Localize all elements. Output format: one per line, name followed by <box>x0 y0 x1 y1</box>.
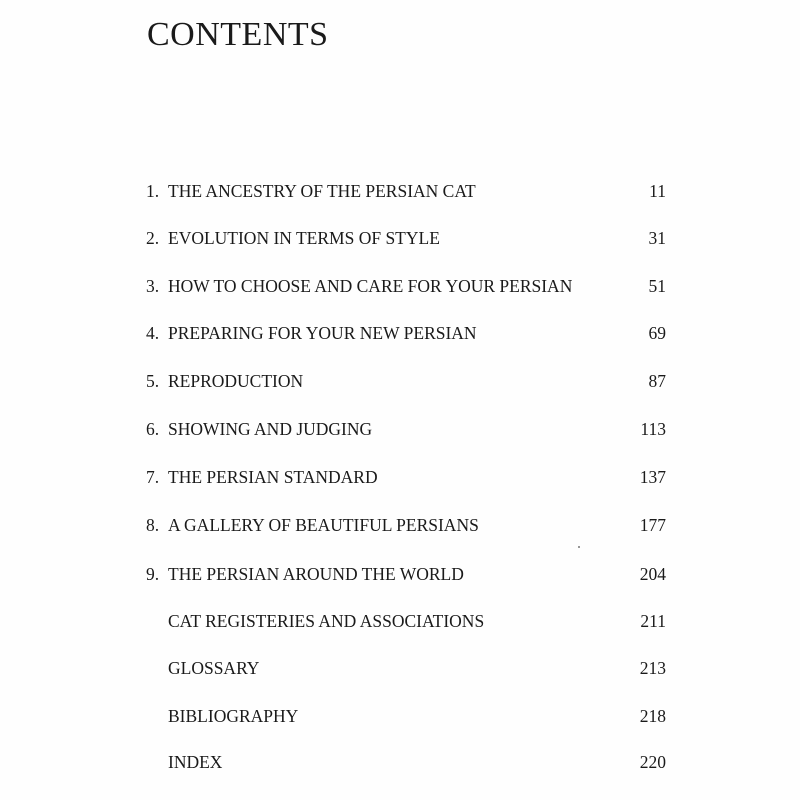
entry-page: 137 <box>639 467 666 487</box>
entry-label: INDEX <box>168 752 223 772</box>
toc-entry-2 <box>0 226 800 250</box>
entry-label: HOW TO CHOOSE AND CARE FOR YOUR PERSIAN <box>168 276 573 296</box>
entry-number: 3. <box>146 276 160 296</box>
entry-label: THE PERSIAN STANDARD <box>168 467 378 487</box>
toc-entry-bibliography <box>0 704 800 728</box>
entry-label: THE ANCESTRY OF THE PERSIAN CAT <box>168 181 476 201</box>
toc-entry-7 <box>0 465 800 489</box>
entry-page: 113 <box>640 419 666 439</box>
entry-label: GLOSSARY <box>168 658 260 678</box>
entry-number: 5. <box>146 371 160 391</box>
entry-label: SHOWING AND JUDGING <box>168 419 373 439</box>
entry-page: 204 <box>639 564 666 584</box>
entry-label: PREPARING FOR YOUR NEW PERSIAN <box>168 323 477 343</box>
entry-number: 7. <box>146 467 160 487</box>
entry-page: 87 <box>648 371 666 391</box>
entry-number: 8. <box>146 515 160 535</box>
entry-page: 220 <box>639 752 666 772</box>
toc-entry-registeries <box>0 609 800 633</box>
entry-label: THE PERSIAN AROUND THE WORLD <box>168 564 464 584</box>
entry-page: 211 <box>640 611 666 631</box>
entry-label: EVOLUTION IN TERMS OF STYLE <box>168 228 440 248</box>
toc-entry-6 <box>0 417 800 441</box>
entry-page: 213 <box>639 658 666 678</box>
print-speck <box>578 546 580 548</box>
entry-page: 31 <box>648 228 666 248</box>
toc-entry-index <box>0 750 800 774</box>
toc-entry-5 <box>0 369 800 393</box>
entry-page: 177 <box>639 515 666 535</box>
entry-label: A GALLERY OF BEAUTIFUL PERSIANS <box>168 515 479 535</box>
entry-page: 69 <box>648 323 666 343</box>
page-title: CONTENTS <box>147 16 329 53</box>
entry-number: 2. <box>146 228 160 248</box>
toc-entry-glossary <box>0 656 800 680</box>
entry-page: 51 <box>648 276 666 296</box>
entry-page: 218 <box>639 706 666 726</box>
entry-number: 4. <box>146 323 160 343</box>
entry-number: 1. <box>146 181 160 201</box>
toc-entry-9 <box>0 562 800 586</box>
entry-number: 6. <box>146 419 160 439</box>
toc-entry-3 <box>0 274 800 298</box>
toc-entry-4 <box>0 321 800 345</box>
toc-entry-8 <box>0 513 800 537</box>
entry-page: 11 <box>649 181 666 201</box>
entry-number: 9. <box>146 564 160 584</box>
toc-entry-1 <box>0 179 800 203</box>
entry-label: BIBLIOGRAPHY <box>168 706 299 726</box>
entry-label: REPRODUCTION <box>168 371 304 391</box>
entry-label: CAT REGISTERIES AND ASSOCIATIONS <box>168 611 485 631</box>
